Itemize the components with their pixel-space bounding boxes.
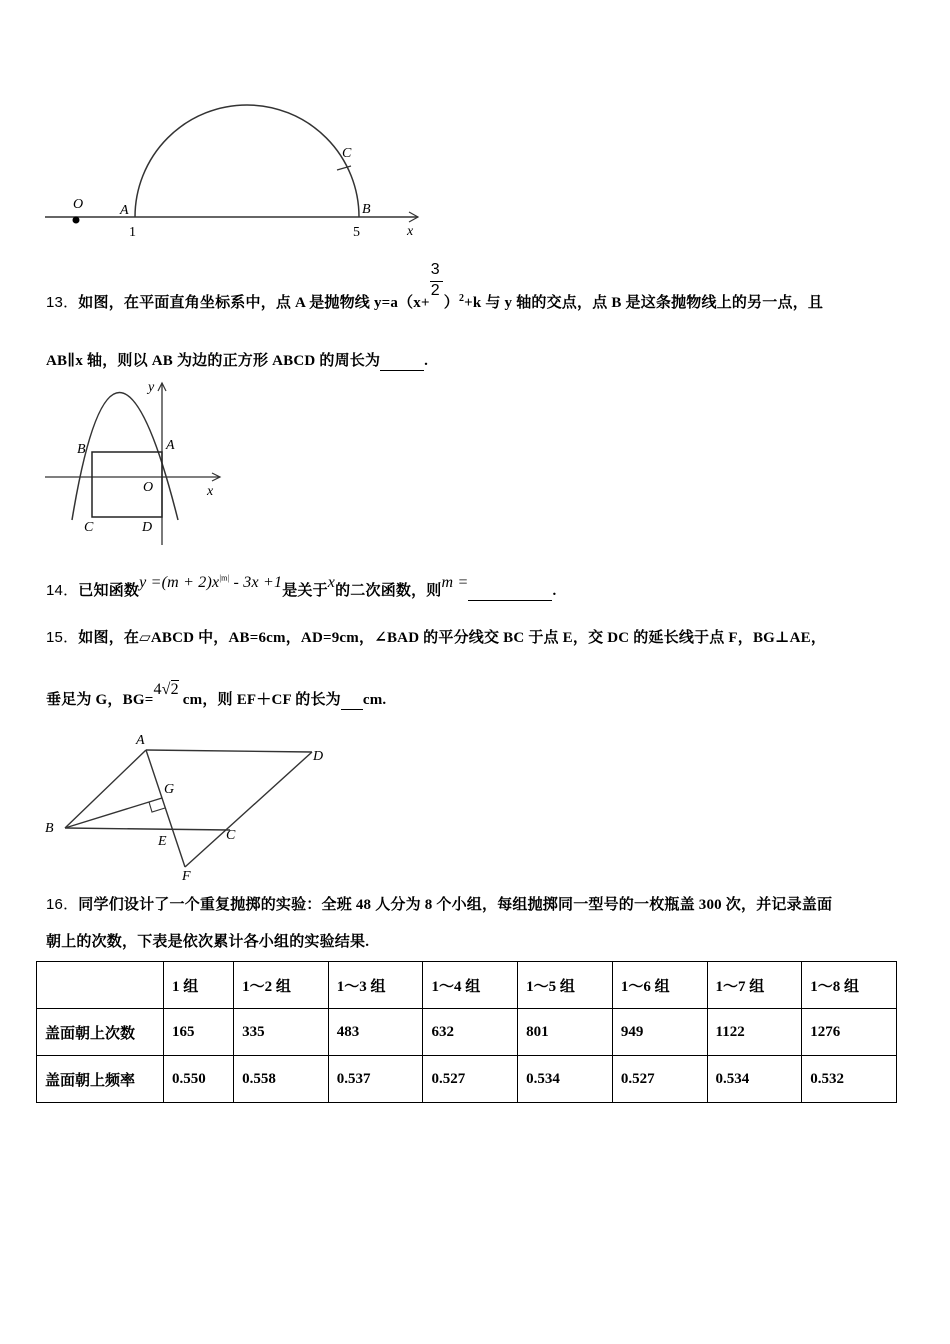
table-cell: 0.537 <box>328 1056 423 1103</box>
table-header-row <box>37 962 897 1009</box>
svg-text:G: G <box>164 782 175 797</box>
table-cell: 0.532 <box>802 1056 897 1103</box>
table-cell: 0.558 <box>234 1056 329 1103</box>
table-cell: 0.527 <box>423 1056 518 1103</box>
table-cell: 165 <box>164 1009 234 1056</box>
label-C: C <box>342 146 352 161</box>
svg-text:A: A <box>166 438 175 453</box>
table-cell: 1～8 组 <box>802 962 897 1009</box>
table-cell: 1～5 组 <box>518 962 613 1009</box>
table-cell: 0.527 <box>612 1056 707 1103</box>
svg-text:1: 1 <box>129 225 136 240</box>
label-O: O <box>73 197 84 212</box>
svg-text:5: 5 <box>353 225 360 240</box>
table-cell: 335 <box>234 1009 329 1056</box>
table-cell: 0.534 <box>707 1056 802 1103</box>
answer-blank-14[interactable] <box>468 583 552 601</box>
svg-text:x: x <box>407 224 414 239</box>
table-cell: 801 <box>518 1009 613 1056</box>
table-cell: 1～2 组 <box>234 962 329 1009</box>
svg-text:C: C <box>226 828 236 843</box>
table-cell: 1276 <box>802 1009 897 1056</box>
results-table <box>36 961 897 1103</box>
table-row <box>37 1009 897 1056</box>
svg-text:D: D <box>313 749 324 764</box>
parallelogram-figure <box>40 728 340 886</box>
function-formula: $y =(m + 2)x^{|m|} - 3x +1$ <box>139 573 283 591</box>
table-cell: 1 组 <box>164 962 234 1009</box>
table-cell: 483 <box>328 1009 423 1056</box>
svg-text:D: D <box>142 520 153 535</box>
table-cell: 1～7 组 <box>707 962 802 1009</box>
label-A: A <box>120 203 129 218</box>
svg-text:B: B <box>45 821 54 836</box>
svg-text:C: C <box>84 520 94 535</box>
table-row <box>37 1056 897 1103</box>
question-16-line2: 朝上的次数，下表是依次累计各小组的实验结果. <box>46 934 370 950</box>
question-13-line1: 13．如图，在平面直角坐标系中，点 A 是抛物线 y=a（x+ $\frac{3}{2}$ ）$^2$+k 与 y 轴的交点，点 B 是这条抛物线上的另一点，且 <box>46 261 824 311</box>
label-B: B <box>362 202 371 217</box>
semicircle-figure <box>40 95 430 245</box>
svg-text:B: B <box>77 442 86 457</box>
svg-text:O: O <box>143 480 154 495</box>
parabola-square-figure <box>42 375 227 550</box>
answer-blank-15[interactable] <box>341 692 363 710</box>
question-13-line2: AB∥x 轴，则以 AB 为边的正方形 ABCD 的周长为 . <box>46 353 429 369</box>
svg-text:y: y <box>148 380 155 395</box>
table-cell: 0.534 <box>518 1056 613 1103</box>
question-14: 14．已知函数$y =(m + 2)x^{|m|} - 3x +1$是关于x的二次函数，则m = . <box>46 573 557 599</box>
svg-text:E: E <box>158 834 167 849</box>
svg-text:x: x <box>207 484 214 499</box>
answer-blank-13[interactable] <box>380 353 424 371</box>
table-cell: 1122 <box>707 1009 802 1056</box>
table-cell: 949 <box>612 1009 707 1056</box>
table-cell: 1～6 组 <box>612 962 707 1009</box>
svg-text:A: A <box>136 733 145 748</box>
fraction-3-over-2: $\frac{3}{2}$ <box>430 287 444 307</box>
table-cell: 632 <box>423 1009 518 1056</box>
table-row-header: 盖面朝上频率 <box>37 1056 164 1103</box>
table-cell <box>37 962 164 1009</box>
svg-text:F: F <box>182 869 191 884</box>
sqrt-expression: 4√2 <box>153 681 179 698</box>
table-cell: 0.550 <box>164 1056 234 1103</box>
question-15-line1: 15．如图，在▱ABCD 中，AB=6cm，AD=9cm，∠BAD 的平分线交 BC 于点 E，交 DC 的延长线于点 F，BG⊥AE， <box>46 629 827 646</box>
question-15-line2: 垂足为 G，BG=4√2 cm，则 EF＋CF 的长为 cm. <box>46 681 387 708</box>
table-cell: 1～3 组 <box>328 962 423 1009</box>
question-16-line1: 16．同学们设计了一个重复抛掷的实验：全班 48 人分为 8 个小组，每组抛掷同一型号的一枚瓶盖 300 次，并记录盖面 <box>46 896 833 913</box>
table-cell: 1～4 组 <box>423 962 518 1009</box>
table-row-header: 盖面朝上次数 <box>37 1009 164 1056</box>
